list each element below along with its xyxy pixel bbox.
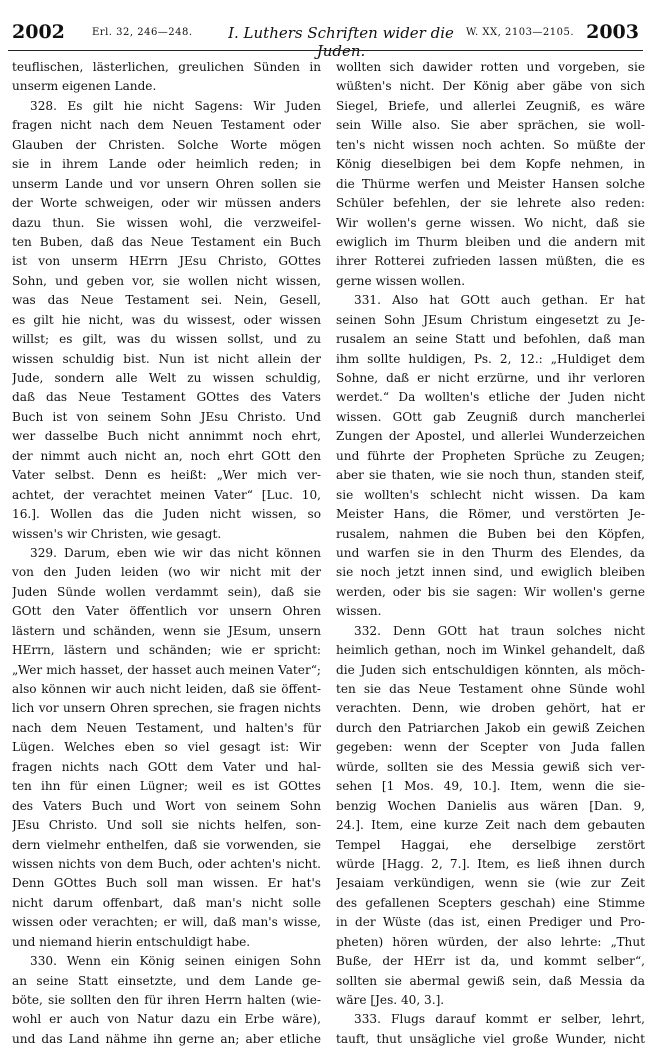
text-line: ten ihn für einen Lügner; weil es ist GOttes — [12, 779, 321, 794]
text-line: würde [Hagg. 2, 7.]. Item, es ließ ihnen durch — [336, 856, 645, 871]
text-line: in der Wüste (das ist, einen Prediger und Pro- — [336, 915, 645, 930]
reference-right: W. XX, 2103—2105. — [466, 27, 575, 38]
text-line: sehen [1 Mos. 49, 10.]. Item, wenn die sie- — [336, 779, 645, 794]
text-line: rusalem, nahmen die Buben bei den Köpfen, — [336, 526, 645, 541]
text-line: ist von unserm HErrn JEsu Christo, GOttes — [12, 254, 321, 269]
text-line: Lügen. Welches eben so viel gesagt ist: Wir — [12, 740, 321, 755]
text-line: Sohne, daß er nicht erzürne, und ihr verloren — [336, 371, 645, 385]
text-line: willst; es gilt, was du wissen sollst, und zu — [12, 332, 321, 347]
text-line: wäre [Jes. 40, 3.]. — [336, 993, 445, 1007]
text-line: Tempel Haggai, ehe derselbige zerstört — [336, 837, 645, 852]
text-line: HErrn, lästern und schänden; wie er spricht: — [12, 643, 321, 658]
text-line: Schüler befehlen, der sie lehrete also reden: — [336, 196, 645, 211]
text-line: nicht darum offenbart, daß man's nicht solle — [12, 895, 321, 910]
text-line: der nimmt auch nicht an, noch ehrt GOtt den — [12, 448, 321, 463]
text-line: ten Buben, daß das Neue Testament ein Buch — [12, 234, 321, 249]
text-line: die Juden sich entschuldigen könnten, als möch- — [336, 662, 645, 677]
text-line: dazu thun. Sie wissen wohl, die verzweifel- — [12, 215, 321, 230]
text-line: wüßten's nicht. Der König aber gäbe von sich — [336, 79, 645, 94]
text-line: rusalem an seine Statt und befohlen, daß man — [336, 332, 645, 347]
text-line: der Worte schweigen, oder wir müssen anders — [12, 196, 321, 211]
text-line: unserm Lande und vor unsern Ohren sollen sie — [12, 176, 321, 191]
text-line: Denn GOttes Buch soll man wissen. Er hat's — [12, 876, 321, 891]
text-line: sie noch jetzt innen sind, und ewiglich bleiben — [336, 565, 645, 580]
text-line: wissen's wir Christen, wie gesagt. — [12, 526, 222, 541]
text-line: unserm eigenen Lande. — [12, 79, 157, 94]
text-line: also können wir auch nicht leiden, daß sie öffent- — [12, 682, 321, 696]
text-line: aber sie thaten, wie sie noch thun, standen steif, — [336, 468, 645, 483]
text-line: König dieselbigen bei dem Kopfe nehmen, in — [336, 157, 645, 172]
text-line: würde, sollten sie des Messia gewiß sich ver- — [336, 759, 645, 774]
text-line: Buch ist von seinem Sohn JEsu Christo. Und — [12, 409, 321, 424]
running-title: I. Luthers Schriften wider die Juden. — [228, 24, 454, 60]
text-line: sollten sie abermal gewiß sein, daß Messia da — [336, 973, 645, 988]
text-line: ten's nicht wissen noch achten. So müßte der — [336, 137, 645, 152]
text-line: dern vielmehr enthelfen, daß sie vorwenden, sie — [12, 837, 321, 852]
text-line: durch den Patriarchen Jakob ein gewiß Zeichen — [336, 720, 645, 735]
text-line: Wir wollen's gerne wissen. Wo nicht, daß sie — [336, 215, 645, 230]
text-line: und niemand hierin entschuldigt habe. — [12, 934, 251, 949]
text-line: 332. Denn GOtt hat traun solches nicht — [354, 623, 645, 638]
text-line: Jude, sondern alle Welt zu wissen schuldig, — [12, 371, 321, 385]
text-line: 328. Es gilt hie nicht Sagens: Wir Juden — [30, 98, 321, 113]
text-line: pheten) hören würden, der also lehrte: „Thut — [336, 934, 645, 949]
text-line: GOtt den Vater öffentlich vor unsern Ohren — [12, 604, 321, 619]
page-number-right: 2003 — [586, 21, 639, 43]
text-line: nach dem Neuen Testament, und halten's für — [12, 720, 321, 735]
text-line: Sohn, und geben vor, sie wollen nicht wissen, — [12, 273, 321, 288]
text-line: Glauben der Christen. Solche Worte mögen — [12, 137, 321, 152]
text-line: werdet.“ Da wollten's etliche der Juden nicht — [336, 390, 645, 405]
text-line: achtet, der verachtet meinen Vater“ [Luc. 10, — [12, 487, 321, 502]
text-line: heimlich gethan, noch im Winkel gehandelt, daß — [336, 643, 645, 658]
text-line: Vater selbst. Denn es heißt: „Wer mich ver- — [12, 468, 321, 483]
text-line: sie in ihrem Lande oder heimlich reden; in — [12, 157, 321, 172]
text-line: böte, sie sollten den für ihren Herrn halten (wie- — [12, 993, 321, 1007]
text-line: was das Neue Testament sei. Nein, Gesell, — [12, 293, 321, 308]
text-line: sein Wille also. Sie aber sprächen, sie woll- — [336, 118, 645, 133]
text-line: ihm sollte huldigen, Ps. 2, 12.: „Huldiget dem — [336, 351, 645, 366]
text-line: 330. Wenn ein König seinen einigen Sohn — [30, 954, 321, 969]
text-line: gerne wissen wollen. — [336, 273, 466, 288]
text-line: daß das Neue Testament GOttes des Vaters — [12, 390, 321, 405]
text-line: seinen Sohn JEsum Christum eingesetzt zu Je- — [336, 312, 645, 327]
text-line: wissen nichts von dem Buch, oder achten's nicht. — [12, 856, 321, 871]
text-line: teuflischen, lästerlichen, greulichen Sünden in — [12, 60, 321, 74]
text-line: und warfen sie in den Thurm des Elendes, da — [336, 545, 645, 560]
text-line: wollten sich dawider rotten und vorgeben, sie — [336, 60, 645, 74]
text-line: und führte der Propheten Sprüche zu Zeugen; — [336, 448, 645, 463]
text-line: Juden Sünde wollen verdammt sein), daß sie — [12, 584, 321, 599]
text-line: ewiglich im Thurm bleiben und die andern mit — [336, 234, 645, 249]
text-line: JEsu Christo. Und soll sie nichts helfen, son- — [12, 818, 321, 833]
left-column — [12, 58, 321, 1049]
reference-left: Erl. 32, 246—248. — [92, 27, 193, 38]
header-rule — [8, 50, 643, 51]
text-line: Buße, der HErr ist da, und kommt selber“, — [336, 954, 645, 969]
text-line: Siegel, Briefe, und allerlei Zeugniß, es wäre — [336, 98, 645, 113]
right-column — [336, 58, 645, 1049]
text-line: gegeben: wenn der Scepter von Juda fallen — [336, 740, 645, 755]
text-line: „Wer mich hasset, der hasset auch meinen Vater“; — [12, 662, 321, 677]
text-line: fragen nicht nach dem Neuen Testament oder — [12, 118, 321, 133]
text-line: ihrer Rotterei zufrieden lassen müßten, die es — [336, 254, 645, 269]
text-line: an seine Statt einsetzte, und dem Lande ge- — [12, 973, 321, 988]
text-line: lich vor unsern Ohren sprechen, sie fragen nichts — [12, 701, 321, 716]
text-line: die Thürme werfen und Meister Hansen solche — [336, 176, 645, 191]
page-number-left: 2002 — [12, 21, 65, 43]
text-line: wissen oder verachten; er will, daß man's wisse, — [12, 915, 321, 930]
text-line: 329. Darum, eben wie wir das nicht können — [30, 545, 321, 560]
text-line: wissen schuldig bist. Nun ist nicht allein der — [12, 351, 321, 366]
text-line: werden, oder bis sie sagen: Wir wollen's gerne — [336, 584, 645, 599]
text-line: es gilt hie nicht, was du wissest, oder wissen — [12, 312, 321, 327]
text-line: fragen nichts nach GOtt dem Vater und hal- — [12, 759, 321, 774]
text-line: 16.]. Wollen das die Juden nicht wissen, so — [12, 507, 321, 522]
text-line: Meister Hans, die Römer, und verstörten Je- — [336, 507, 645, 522]
text-line: benzig Wochen Danielis aus wären [Dan. 9, — [336, 798, 645, 813]
running-header — [8, 21, 643, 60]
text-line: 331. Also hat GOtt auch gethan. Er hat — [354, 293, 645, 308]
text-line: verachten. Denn, wie droben gehört, hat er — [336, 701, 645, 716]
text-line: wissen. — [336, 604, 382, 619]
text-line: sie wollten's schlecht nicht wissen. Da kam — [336, 487, 645, 502]
text-line: lästern und schänden, wenn sie JEsum, unsern — [12, 623, 321, 638]
text-line: von den Juden leiden (wo wir nicht mit der — [12, 565, 321, 580]
text-line: des Vaters Buch und Wort von seinem Sohn — [12, 798, 321, 813]
text-line: wer dasselbe Buch nicht annimmt noch ehrt, — [12, 429, 321, 444]
text-line: 333. Flugs darauf kommt er selber, lehrt, — [354, 1012, 645, 1027]
text-line: und das Land nähme ihn gerne an; aber etliche — [12, 1031, 321, 1046]
text-line: ten sie das Neue Testament ohne Sünde wohl — [336, 682, 645, 696]
text-line: Zungen der Apostel, und allerlei Wunderzeichen — [336, 429, 645, 444]
text-line: tauft, thut unsägliche viel große Wunder, nicht — [336, 1031, 645, 1046]
text-line: des gefallenen Scepters geschah) eine Stimme — [336, 895, 645, 910]
text-line: wohl er auch von Natur dazu ein Erbe wäre), — [12, 1012, 321, 1027]
text-line: wissen. GOtt gab Zeugniß durch mancherlei — [336, 409, 645, 424]
text-line: Jesaiam verkündigen, wenn sie (wie zur Zeit — [336, 876, 645, 891]
text-line: 24.]. Item, eine kurze Zeit nach dem gebauten — [336, 818, 645, 833]
